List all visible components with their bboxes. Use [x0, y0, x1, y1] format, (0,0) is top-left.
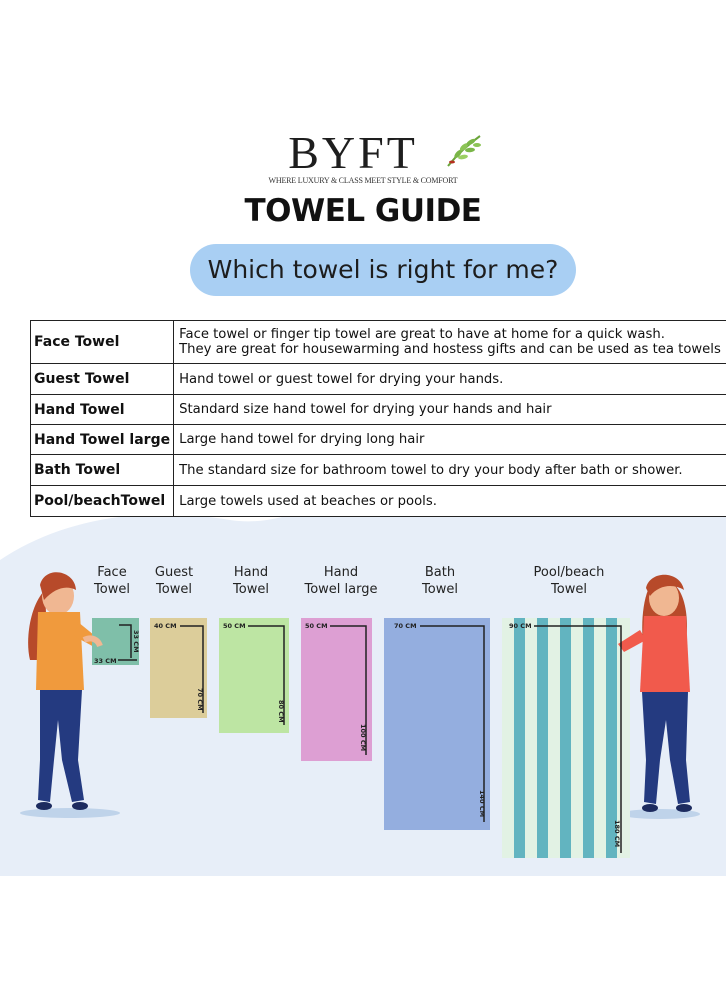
description-line: Face towel or finger tip towel are great to have at home for a quick wash.: [179, 327, 665, 342]
question-text: Which towel is right for me?: [207, 255, 559, 284]
towel-label-pool: Pool/beach Towel: [533, 565, 605, 597]
towel-name: Hand Towel: [31, 395, 174, 425]
towel-label-hand-large: Hand Towel large: [304, 565, 378, 597]
towel-description: Standard size hand towel for drying your hands and hair: [174, 395, 726, 425]
towel-label-hand: Hand Towel: [233, 565, 269, 597]
hand-towel-width: 50 CM: [223, 622, 246, 630]
hand-towel-large-height: 100 CM: [359, 724, 367, 752]
guest-towel-height: 70 CM: [196, 688, 204, 711]
woman-left-illustration: [28, 572, 100, 810]
towel-name: Hand Towel large: [31, 425, 174, 455]
pool-towel-width: 90 CM: [509, 622, 532, 630]
towel-description: Large hand towel for drying long hair: [174, 425, 726, 455]
towel-description: Large towels used at beaches or pools.: [174, 486, 726, 517]
towel-label-face: Face Towel: [94, 565, 130, 597]
towel-name: Pool/beachTowel: [31, 486, 174, 517]
pool-beach-towel: [502, 618, 630, 858]
hand-towel-height: 80 CM: [277, 700, 285, 723]
page-title: TOWEL GUIDE: [244, 193, 482, 229]
towel-description: The standard size for bathroom towel to dry your body after bath or shower.: [174, 455, 726, 486]
brand-name: BYFT: [288, 127, 418, 178]
towel-name: Face Towel: [31, 321, 174, 364]
bath-towel-width: 70 CM: [394, 622, 417, 630]
face-towel-height: 33 CM: [132, 630, 140, 653]
towel-label-guest: Guest Towel: [154, 565, 194, 597]
towel-label-bath: Bath Towel: [422, 565, 458, 597]
towel-description: Hand towel or guest towel for drying your hands.: [174, 364, 726, 395]
hand-towel-large-width: 50 CM: [305, 622, 328, 630]
guest-towel-width: 40 CM: [154, 622, 177, 630]
description-line: They are great for housewarming and hostess gifts and can be used as tea towels: [179, 342, 721, 357]
bath-towel-height: 140 CM: [478, 790, 486, 818]
towel-name: Guest Towel: [31, 364, 174, 395]
face-towel-width: 33 CM: [94, 657, 117, 665]
pool-towel-height: 180 CM: [613, 820, 621, 848]
towel-name: Bath Towel: [31, 455, 174, 486]
brand-tagline: WHERE LUXURY & CLASS MEET STYLE & COMFORT: [268, 176, 458, 185]
bath-towel: [384, 618, 490, 830]
